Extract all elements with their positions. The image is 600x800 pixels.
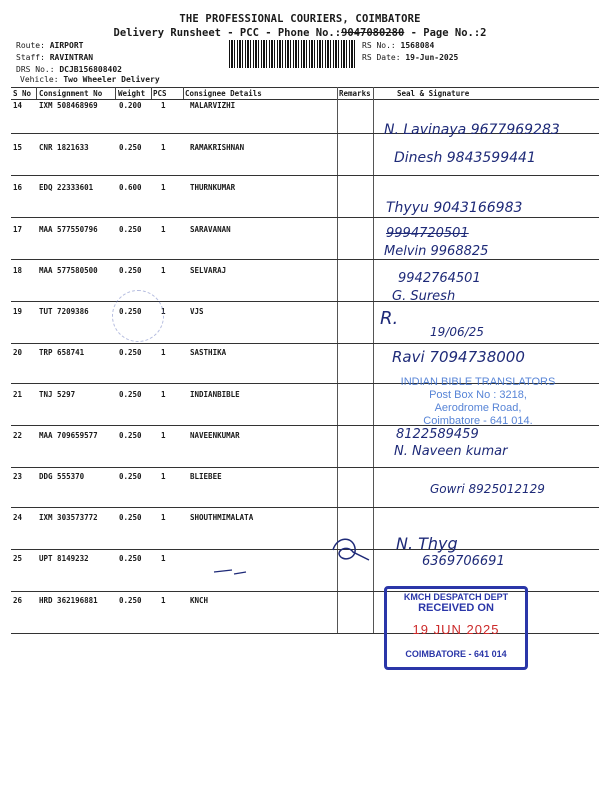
route-line [16,40,83,51]
signature-row-25: N. Thyg [396,534,458,553]
row-pcs: 1 [161,348,166,357]
row-weight: 0.250 [119,596,142,605]
drs-value: DCJB156808402 [59,65,122,74]
row-consignment-no: HRD 362196881 [39,596,98,605]
row-consignee: SELVARAJ [190,266,227,275]
barcode [229,40,355,68]
kmch-stamp-date: 19 JUN 2025 [412,622,500,637]
route-label: Route: [16,41,45,50]
company-title: THE PROFESSIONAL COURIERS, COIMBATORE [179,13,421,25]
row-consignee: THURNKUMAR [190,183,236,192]
row-consignee: NAVEENKUMAR [190,431,240,440]
row-consignee: RAMAKRISHNAN [190,143,245,152]
row-rule [11,217,599,218]
signature-row-18: G. Suresh [392,289,456,304]
row-consignee: INDIANBIBLE [190,390,240,399]
staff-line [16,52,93,63]
row-consignment-no: MAA 709659577 [39,431,98,440]
row-consignee: BLIEBEE [190,472,222,481]
row-consignment-no: TNJ 5297 [39,390,76,399]
row-weight: 0.250 [119,472,142,481]
row-sno: 14 [13,101,23,110]
row-sno: 19 [13,307,23,316]
signature-row-17: Melvin 9968825 [384,244,489,259]
col-divider [115,87,116,99]
faint-seal [112,290,164,342]
row-weight: 0.200 [119,101,142,110]
row-consignee: SARAVANAN [190,225,231,234]
row-consignee: SHOUTHMIMALATA [190,513,254,522]
vehicle-value: Two Wheeler Delivery [63,75,160,84]
row-rule [11,467,599,468]
phone-row-22: 8122589459 [396,427,479,442]
bible-translators-stamp [378,376,578,428]
row-weight: 0.600 [119,183,142,192]
vehicle-label: Vehicle: [20,75,59,84]
scribble-dash [210,560,250,580]
row-pcs: 1 [161,143,166,152]
row-pcs: 1 [161,431,166,440]
row-sno: 23 [13,472,23,481]
rs-date-line [362,52,458,63]
row-pcs: 1 [161,390,166,399]
kmch-stamp-line-4: COIMBATORE - 641 014 [405,649,507,659]
row-sno: 22 [13,431,23,440]
route-value: AIRPORT [49,41,84,50]
row-sno: 18 [13,266,23,275]
rs-date-value: 19-Jun-2025 [405,53,459,62]
drs-label: DRS No.: [16,65,55,74]
kmch-stamp-line-1: KMCH DESPATCH DEPT [403,592,509,602]
row-rule [11,259,599,260]
col-divider [36,87,37,99]
row-consignment-no: IXM 508468969 [39,101,98,110]
row-sno: 24 [13,513,23,522]
signature-row-17-struck: 9994720501 [386,226,469,241]
row-pcs: 1 [161,307,166,316]
row-consignment-no: IXM 303573772 [39,513,98,522]
rs-no-line [362,40,434,51]
row-pcs: 1 [161,554,166,563]
row-consignee: SASTHIKA [190,348,227,357]
row-consignment-no: MAA 577580500 [39,266,98,275]
col-divider [151,87,152,99]
row-weight: 0.250 [119,266,142,275]
row-consignment-no: CNR 1821633 [39,143,89,152]
col-header-pcs: PCS [153,89,167,98]
vehicle-line [20,74,160,85]
row-consignment-no: DDG 555370 [39,472,85,481]
staff-label: Staff: [16,53,45,62]
row-weight: 0.250 [119,554,142,563]
phone-row-18: 9942764501 [398,271,481,286]
stamp-line-4: Coimbatore - 641 014. [423,415,533,427]
row-weight: 0.250 [119,143,142,152]
row-weight: 0.250 [119,513,142,522]
row-pcs: 1 [161,101,166,110]
row-weight: 0.250 [119,225,142,234]
col-header-consignee: Consignee Details [185,89,262,98]
row-pcs: 1 [161,183,166,192]
rs-no-label: RS No.: [362,41,396,50]
row-pcs: 1 [161,472,166,481]
row-rule [11,175,599,176]
row-sno: 20 [13,348,23,357]
signature-row-19: R. [380,308,399,329]
row-pcs: 1 [161,596,166,605]
kmch-received-stamp [384,586,528,670]
row-sno: 15 [13,143,23,152]
signature-row-15: Dinesh 9843599441 [394,150,536,166]
row-consignee: VJS [190,307,204,316]
row-weight: 0.250 [119,431,142,440]
signature-row-16: Thyyu 9043166983 [386,200,523,216]
row-pcs: 1 [161,266,166,275]
col-header-sno: S No [13,89,32,98]
row-consignment-no: TRP 658741 [39,348,85,357]
signature-row-23: Gowri 8925012129 [430,482,545,496]
row-rule [11,301,599,302]
row-sno: 16 [13,183,23,192]
row-pcs: 1 [161,225,166,234]
row-weight: 0.250 [119,307,142,316]
col-header-consignment: Consignment No [39,89,103,98]
kmch-stamp-line-2: RECEIVED ON [418,602,494,614]
row-consignee: KNCH [190,596,209,605]
subtitle-prefix: Delivery Runsheet - PCC - Phone No.: [113,27,342,39]
row-consignee: MALARVIZHI [190,101,236,110]
row-pcs: 1 [161,513,166,522]
runsheet-subtitle [0,27,600,39]
row-rule [11,549,599,550]
rs-no-value: 1568084 [400,41,435,50]
row-weight: 0.250 [119,390,142,399]
row-sno: 25 [13,554,23,563]
page-number: - Page No.:2 [404,27,487,39]
row-rule [11,343,599,344]
row-consignment-no: EDQ 22333601 [39,183,94,192]
scribble-mark [325,530,375,570]
row-rule [11,507,599,508]
phone-row-25: 6369706691 [422,554,505,569]
signature-row-20: Ravi 7094738000 [392,348,525,366]
row-consignment-no: UPT 8149232 [39,554,89,563]
col-divider [183,87,184,99]
stamp-line-3: Aerodrome Road, [434,402,522,414]
row-consignment-no: TUT 7209386 [39,307,89,316]
signature-row-14: N. Lavinaya 9677969283 [384,122,560,138]
row-weight: 0.250 [119,348,142,357]
row-sno: 17 [13,225,23,234]
stamp-line-1: INDIAN BIBLE TRANSLATORS [400,376,556,388]
col-header-remarks: Remarks [339,89,371,98]
row-sno: 21 [13,390,23,399]
date-row-19: 19/06/25 [430,325,484,339]
col-header-seal: Seal & Signature [397,89,470,98]
header-top-rule [11,87,599,88]
header-bottom-rule [11,99,599,100]
staff-value: RAVINTRAN [49,53,94,62]
phone-number: 9047080280 [341,27,405,39]
col-header-weight: Weight [118,89,146,98]
rs-date-label: RS Date: [362,53,401,62]
row-sno: 26 [13,596,23,605]
signature-row-22: N. Naveen kumar [394,444,508,459]
stamp-line-2: Post Box No : 3218, [429,389,527,401]
row-consignment-no: MAA 577550796 [39,225,98,234]
